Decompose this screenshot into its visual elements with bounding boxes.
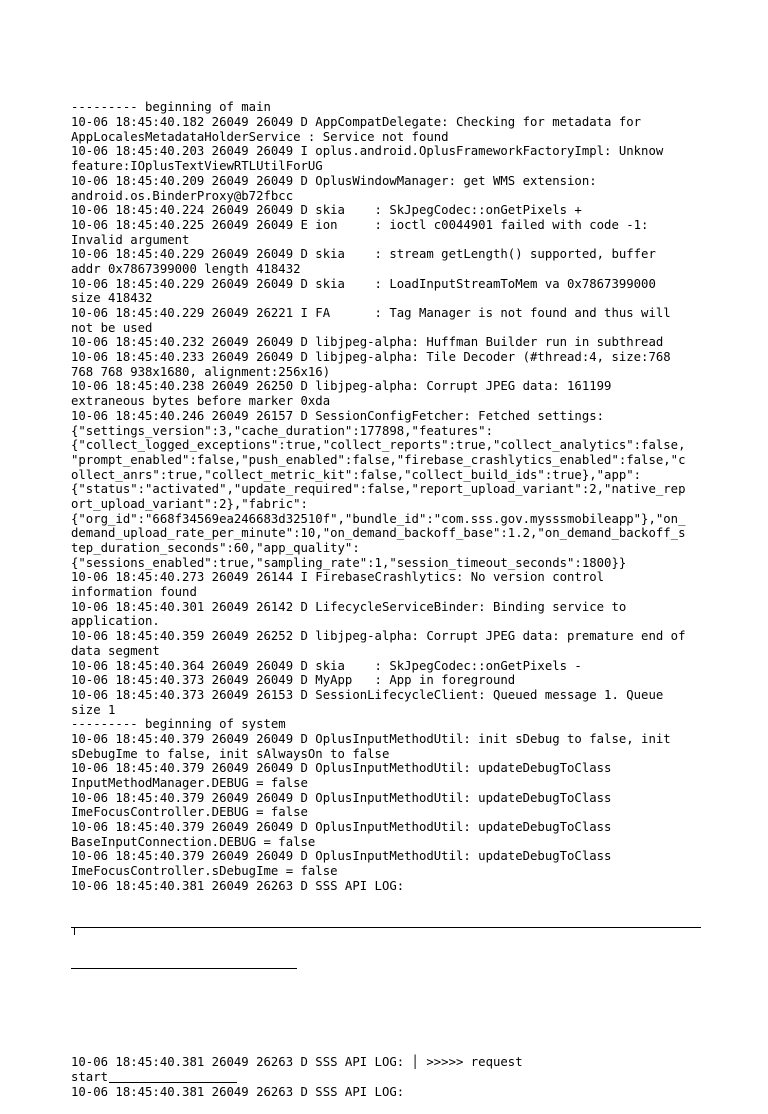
log-line: 10-06 18:45:40.379 26049 26049 D OplusInputMethodUtil: updateDebugToClass: [71, 820, 612, 835]
log-line: 10-06 18:45:40.373 26049 26153 D SessionLifecycleClient: Queued message 1. Queue: [71, 687, 664, 702]
log-line: --------- beginning of main: [71, 100, 271, 115]
log-line: InputMethodManager.DEBUG = false: [71, 776, 308, 791]
log-line: 10-06 18:45:40.379 26049 26049 D OplusInputMethodUtil: updateDebugToClass: [71, 849, 612, 864]
log-line: android.os.BinderProxy@b72fbcc: [71, 188, 294, 203]
box-top-rule: [71, 923, 701, 938]
log-line: ImeFocusController.sDebugIme = false: [71, 864, 338, 879]
log-line: {"org_id":"668f34569ea246683d32510f","bundle_id":"com.sss.gov.mysssmobileapp"},"on_: [71, 511, 686, 526]
log-line: information found: [71, 585, 197, 600]
log-lines: [71, 100, 701, 893]
start-underline: [109, 1082, 237, 1083]
log-line: demand_upload_rate_per_minute":10,"on_demand_backoff_base":1.2,"on_demand_backoff_s: [71, 526, 686, 541]
log-line: size 1: [71, 702, 116, 717]
log-line: 10-06 18:45:40.229 26049 26049 D skia : LoadInputStreamToMem va 0x7867399000: [71, 276, 656, 291]
log-line: --------- beginning of system: [71, 717, 286, 732]
log-line: 10-06 18:45:40.229 26049 26049 D skia : stream getLength() supported, buffer: [71, 247, 656, 262]
log-line: 10-06 18:45:40.381 26049 26263 D SSS API LOG:: [71, 878, 405, 893]
log-line: ollect_anrs":true,"collect_metric_kit":false,"collect_build_ids":true},"app":: [71, 467, 642, 482]
log-line: 10-06 18:45:40.381 26049 26263 D SSS API LOG:: [71, 1084, 405, 1099]
log-line: 10-06 18:45:40.364 26049 26049 D skia : SkJpegCodec::onGetPixels -: [71, 658, 582, 673]
log-line: 10-06 18:45:40.379 26049 26049 D OplusInputMethodUtil: updateDebugToClass: [71, 790, 612, 805]
log-line: {"status":"activated","update_required":false,"report_upload_variant":2,"native_rep: [71, 482, 686, 497]
log-line: {"collect_logged_exceptions":true,"collect_reports":true,"collect_analytics":false,: [71, 438, 686, 453]
log-line: {"sessions_enabled":true,"sampling_rate":1,"session_timeout_seconds":1800}}: [71, 555, 627, 570]
log-line: 10-06 18:45:40.379 26049 26049 D OplusInputMethodUtil: updateDebugToClass: [71, 761, 612, 776]
log-line: sDebugIme to false, init sAlwaysOn to false: [71, 746, 390, 761]
log-line: AppLocalesMetadataHolderService : Service not found: [71, 129, 449, 144]
log-line: 10-06 18:45:40.273 26049 26144 I FirebaseCrashlytics: No version control: [71, 570, 605, 585]
log-line: 10-06 18:45:40.224 26049 26049 D skia : SkJpegCodec::onGetPixels +: [71, 203, 582, 218]
log-line: tep_duration_seconds":60,"app_quality":: [71, 541, 360, 556]
log-line: addr 0x7867399000 length 418432: [71, 261, 301, 276]
log-line: ImeFocusController.DEBUG = false: [71, 805, 308, 820]
log-line: feature:IOplusTextViewRTLUtilForUG: [71, 159, 323, 174]
log-tail-lines: [71, 1055, 701, 1099]
log-line: Invalid argument: [71, 232, 190, 247]
log-line: BaseInputConnection.DEBUG = false: [71, 834, 316, 849]
log-line: "prompt_enabled":false,"push_enabled":false,"firebase_crashlytics_enabled":false,"c: [71, 452, 686, 467]
log-line: 10-06 18:45:40.238 26049 26250 D libjpeg-alpha: Corrupt JPEG data: 161199: [71, 379, 612, 394]
log-line: 10-06 18:45:40.379 26049 26049 D OplusInputMethodUtil: init sDebug to false, init: [71, 731, 671, 746]
log-line: extraneous bytes before marker 0xda: [71, 394, 331, 409]
log-line: 10-06 18:45:40.203 26049 26049 I oplus.android.OplusFrameworkFactoryImpl: Unknow: [71, 144, 664, 159]
log-line: 10-06 18:45:40.182 26049 26049 D AppCompatDelegate: Checking for metadata for: [71, 115, 642, 130]
log-line: 10-06 18:45:40.232 26049 26049 D libjpeg-alpha: Huffman Builder run in subthread: [71, 335, 664, 350]
log-line: 10-06 18:45:40.373 26049 26049 D MyApp : App in foreground: [71, 673, 516, 688]
log-line: not be used: [71, 320, 153, 335]
log-line: ort_upload_variant":2},"fabric":: [71, 496, 308, 511]
log-line: 768 768 938x1680, alignment:256x16): [71, 364, 331, 379]
log-line: application.: [71, 614, 160, 629]
box-top-rule-continued: [71, 967, 701, 982]
log-line: 10-06 18:45:40.229 26049 26221 I FA : Tag Manager is not found and thus will: [71, 306, 671, 321]
log-line: 10-06 18:45:40.225 26049 26049 E ion : ioctl c0044901 failed with code -1:: [71, 217, 649, 232]
log-line: {"settings_version":3,"cache_duration":177898,"features":: [71, 423, 493, 438]
log-line: 10-06 18:45:40.233 26049 26049 D libjpeg-alpha: Tile Decoder (#thread:4, size:768: [71, 350, 671, 365]
log-line: 10-06 18:45:40.209 26049 26049 D OplusWindowManager: get WMS extension:: [71, 173, 597, 188]
log-line: 10-06 18:45:40.246 26049 26157 D SessionConfigFetcher: Fetched settings:: [71, 408, 605, 423]
log-line: start: [71, 1070, 701, 1085]
log-document: [71, 71, 701, 1114]
log-line: 10-06 18:45:40.359 26049 26252 D libjpeg-alpha: Corrupt JPEG data: premature end of: [71, 629, 686, 644]
log-line: 10-06 18:45:40.301 26049 26142 D LifecycleServiceBinder: Binding service to: [71, 599, 627, 614]
log-line: 10-06 18:45:40.381 26049 26263 D SSS API LOG: │ >>>>> request: [71, 1055, 523, 1070]
log-line: size 418432: [71, 291, 153, 306]
log-line: data segment: [71, 643, 160, 658]
